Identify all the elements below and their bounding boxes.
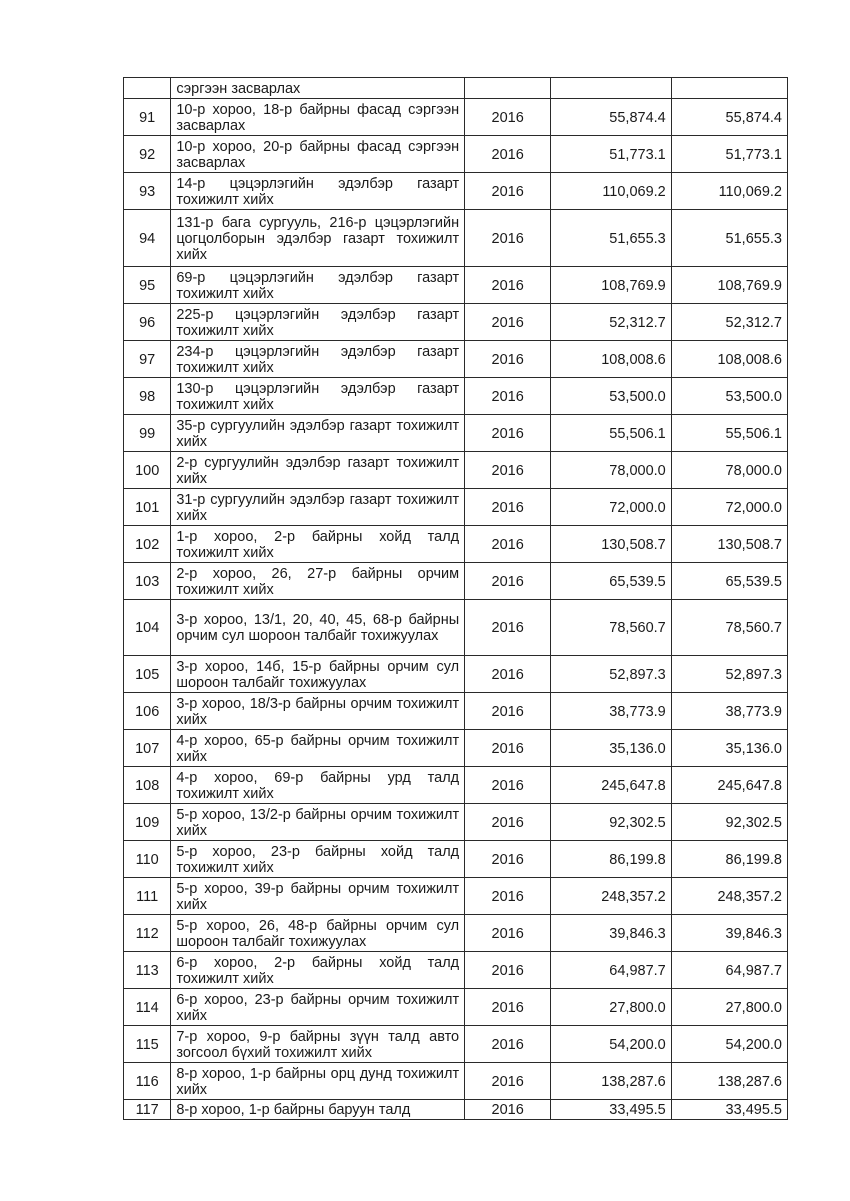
row-amount-1: 86,199.8 [551,841,672,878]
row-amount-1: 138,287.6 [551,1063,672,1100]
row-amount-2: 53,500.0 [671,378,787,415]
row-year: 2016 [465,304,551,341]
row-description: 1-р хороо, 2-р байрны хойд талд тохижилт хийх [171,526,465,563]
row-description: 225-р цэцэрлэгийн эдэлбэр газарт тохижилт хийх [171,304,465,341]
row-number: 107 [124,730,171,767]
row-year: 2016 [465,210,551,267]
table-row [124,415,788,452]
row-amount-2: 108,008.6 [671,341,787,378]
row-number: 115 [124,1026,171,1063]
row-amount-2: 110,069.2 [671,173,787,210]
row-description: сэргээн засварлах [171,78,465,99]
row-amount-1: 78,000.0 [551,452,672,489]
row-amount-1: 33,495.5 [551,1100,672,1120]
row-amount-1: 64,987.7 [551,952,672,989]
row-number: 93 [124,173,171,210]
row-number: 102 [124,526,171,563]
table-row [124,304,788,341]
row-number [124,78,171,99]
row-amount-2 [671,78,787,99]
row-number: 103 [124,563,171,600]
table-row [124,841,788,878]
row-year: 2016 [465,1063,551,1100]
row-number: 109 [124,804,171,841]
row-number: 111 [124,878,171,915]
row-year: 2016 [465,378,551,415]
row-amount-1: 51,773.1 [551,136,672,173]
row-amount-1: 52,312.7 [551,304,672,341]
row-description: 31-р сургуулийн эдэлбэр газарт тохижилт хийх [171,489,465,526]
row-amount-1: 39,846.3 [551,915,672,952]
table-row [124,136,788,173]
table-row [124,989,788,1026]
row-number: 114 [124,989,171,1026]
table-row [124,99,788,136]
table-row-continuation [124,78,788,99]
row-amount-1: 53,500.0 [551,378,672,415]
row-year: 2016 [465,804,551,841]
row-amount-1: 55,506.1 [551,415,672,452]
row-amount-1: 78,560.7 [551,600,672,656]
row-description: 2-р сургуулийн эдэлбэр газарт тохижилт хийх [171,452,465,489]
table-row [124,693,788,730]
row-amount-1: 51,655.3 [551,210,672,267]
budget-table-body [124,78,788,1120]
row-amount-2: 86,199.8 [671,841,787,878]
row-year: 2016 [465,136,551,173]
row-year [465,78,551,99]
row-amount-2: 35,136.0 [671,730,787,767]
table-row [124,600,788,656]
row-number: 94 [124,210,171,267]
row-amount-2: 55,506.1 [671,415,787,452]
row-description: 3-р хороо, 18/3-р байрны орчим тохижилт хийх [171,693,465,730]
row-description: 6-р хороо, 2-р байрны хойд талд тохижилт хийх [171,952,465,989]
row-amount-2: 52,312.7 [671,304,787,341]
row-amount-1 [551,78,672,99]
row-year: 2016 [465,693,551,730]
row-description: 2-р хороо, 26, 27-р байрны орчим тохижилт хийх [171,563,465,600]
row-description: 5-р хороо, 23-р байрны хойд талд тохижилт хийх [171,841,465,878]
row-amount-2: 64,987.7 [671,952,787,989]
row-number: 95 [124,267,171,304]
row-number: 96 [124,304,171,341]
row-year: 2016 [465,1026,551,1063]
table-row [124,452,788,489]
table-row [124,378,788,415]
row-amount-2: 138,287.6 [671,1063,787,1100]
row-amount-2: 51,773.1 [671,136,787,173]
row-amount-2: 33,495.5 [671,1100,787,1120]
row-amount-2: 78,000.0 [671,452,787,489]
row-amount-1: 110,069.2 [551,173,672,210]
row-amount-1: 130,508.7 [551,526,672,563]
row-amount-2: 52,897.3 [671,656,787,693]
row-amount-1: 52,897.3 [551,656,672,693]
table-row [124,173,788,210]
row-year: 2016 [465,267,551,304]
row-amount-2: 72,000.0 [671,489,787,526]
row-description: 10-р хороо, 20-р байрны фасад сэргээн засварлах [171,136,465,173]
row-amount-1: 108,008.6 [551,341,672,378]
row-description: 5-р хороо, 13/2-р байрны орчим тохижилт хийх [171,804,465,841]
row-number: 112 [124,915,171,952]
row-description: 8-р хороо, 1-р байрны баруун талд [171,1100,465,1120]
row-year: 2016 [465,99,551,136]
row-year: 2016 [465,915,551,952]
row-amount-2: 248,357.2 [671,878,787,915]
table-row [124,210,788,267]
row-amount-2: 65,539.5 [671,563,787,600]
table-row [124,656,788,693]
row-amount-1: 248,357.2 [551,878,672,915]
row-year: 2016 [465,989,551,1026]
row-amount-2: 54,200.0 [671,1026,787,1063]
row-year: 2016 [465,656,551,693]
table-row [124,563,788,600]
row-amount-1: 72,000.0 [551,489,672,526]
row-number: 105 [124,656,171,693]
row-year: 2016 [465,489,551,526]
row-description: 6-р хороо, 23-р байрны орчим тохижилт хийх [171,989,465,1026]
row-number: 99 [124,415,171,452]
table-row [124,730,788,767]
row-year: 2016 [465,173,551,210]
row-number: 100 [124,452,171,489]
row-year: 2016 [465,767,551,804]
row-description: 69-р цэцэрлэгийн эдэлбэр газарт тохижилт хийх [171,267,465,304]
table-row [124,489,788,526]
row-year: 2016 [465,452,551,489]
row-amount-1: 65,539.5 [551,563,672,600]
row-amount-1: 92,302.5 [551,804,672,841]
table-row [124,952,788,989]
row-description: 130-р цэцэрлэгийн эдэлбэр газарт тохижилт хийх [171,378,465,415]
row-description: 5-р хороо, 26, 48-р байрны орчим сул шороон талбайг тохижуулах [171,915,465,952]
row-amount-2: 38,773.9 [671,693,787,730]
row-amount-1: 38,773.9 [551,693,672,730]
row-description: 4-р хороо, 69-р байрны урд талд тохижилт хийх [171,767,465,804]
row-amount-2: 245,647.8 [671,767,787,804]
table-row [124,804,788,841]
row-description: 3-р хороо, 14б, 15-р байрны орчим сул шороон талбайг тохижуулах [171,656,465,693]
budget-table [123,77,788,1120]
row-description: 3-р хороо, 13/1, 20, 40, 45, 68-р байрны орчим сул шороон талбайг тохижуулах [171,600,465,656]
row-number: 92 [124,136,171,173]
row-amount-1: 54,200.0 [551,1026,672,1063]
table-row [124,878,788,915]
row-amount-2: 108,769.9 [671,267,787,304]
row-number: 97 [124,341,171,378]
row-number: 98 [124,378,171,415]
row-number: 110 [124,841,171,878]
row-year: 2016 [465,526,551,563]
row-number: 116 [124,1063,171,1100]
row-description: 131-р бага сургууль, 216-р цэцэрлэгийн цогцолборын эдэлбэр газарт тохижилт хийх [171,210,465,267]
row-year: 2016 [465,841,551,878]
row-year: 2016 [465,878,551,915]
table-row [124,1063,788,1100]
row-amount-1: 55,874.4 [551,99,672,136]
table-row [124,341,788,378]
row-description: 234-р цэцэрлэгийн эдэлбэр газарт тохижилт хийх [171,341,465,378]
row-year: 2016 [465,730,551,767]
row-description: 4-р хороо, 65-р байрны орчим тохижилт хийх [171,730,465,767]
row-amount-2: 39,846.3 [671,915,787,952]
row-amount-2: 130,508.7 [671,526,787,563]
row-year: 2016 [465,1100,551,1120]
row-number: 101 [124,489,171,526]
table-row [124,767,788,804]
row-description: 7-р хороо, 9-р байрны зүүн талд авто зогсоол бүхий тохижилт хийх [171,1026,465,1063]
row-amount-2: 27,800.0 [671,989,787,1026]
row-number: 104 [124,600,171,656]
row-amount-1: 27,800.0 [551,989,672,1026]
table-row [124,915,788,952]
row-number: 113 [124,952,171,989]
row-number: 108 [124,767,171,804]
table-row [124,526,788,563]
row-year: 2016 [465,600,551,656]
row-amount-2: 51,655.3 [671,210,787,267]
row-description: 14-р цэцэрлэгийн эдэлбэр газарт тохижилт хийх [171,173,465,210]
row-description: 5-р хороо, 39-р байрны орчим тохижилт хийх [171,878,465,915]
row-amount-2: 92,302.5 [671,804,787,841]
row-year: 2016 [465,341,551,378]
row-amount-2: 78,560.7 [671,600,787,656]
table-row [124,1026,788,1063]
row-number: 117 [124,1100,171,1120]
row-number: 91 [124,99,171,136]
row-amount-1: 245,647.8 [551,767,672,804]
row-year: 2016 [465,952,551,989]
row-description: 10-р хороо, 18-р байрны фасад сэргээн засварлах [171,99,465,136]
row-amount-1: 35,136.0 [551,730,672,767]
row-number: 106 [124,693,171,730]
table-row [124,267,788,304]
row-description: 35-р сургуулийн эдэлбэр газарт тохижилт хийх [171,415,465,452]
row-year: 2016 [465,415,551,452]
row-amount-2: 55,874.4 [671,99,787,136]
row-amount-1: 108,769.9 [551,267,672,304]
row-description: 8-р хороо, 1-р байрны орц дунд тохижилт хийх [171,1063,465,1100]
row-year: 2016 [465,563,551,600]
table-row [124,1100,788,1120]
